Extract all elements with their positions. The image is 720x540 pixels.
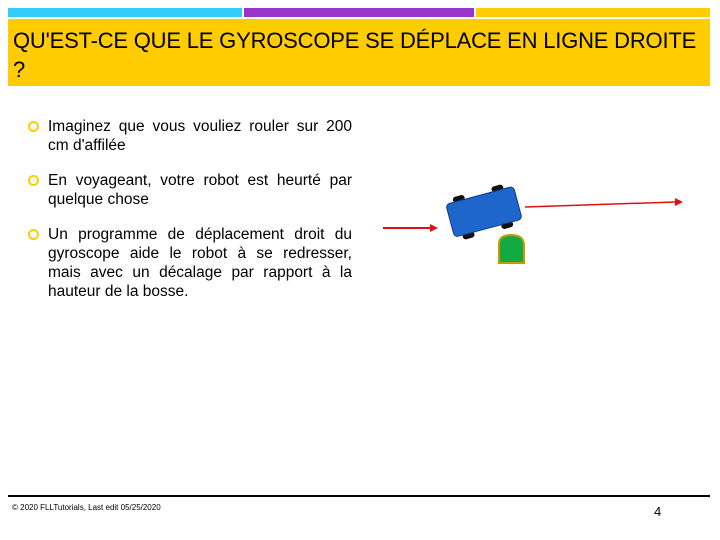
bullet-ring-icon bbox=[28, 121, 39, 132]
footer-divider bbox=[8, 495, 710, 497]
bullet-item bbox=[28, 117, 352, 155]
top-bar-blue bbox=[8, 8, 242, 17]
bullet-ring-icon bbox=[28, 229, 39, 240]
robot-icon bbox=[444, 181, 523, 242]
bump-obstacle-icon bbox=[499, 235, 524, 263]
incoming-arrow-icon bbox=[383, 224, 438, 232]
title-banner bbox=[8, 19, 710, 86]
bullet-list bbox=[28, 117, 352, 317]
bullet-item bbox=[28, 225, 352, 301]
bullet-item bbox=[28, 171, 352, 209]
bullet-text: En voyageant, votre robot est heurté par quelque chose bbox=[48, 172, 352, 208]
robot-illustration bbox=[375, 180, 695, 280]
bullet-text: Un programme de déplacement droit du gyroscope aide le robot à se redresser, mais avec un décalage par rapport à la hauteur de la bosse. bbox=[48, 226, 352, 300]
bullet-ring-icon bbox=[28, 175, 39, 186]
slide-title: QU'EST-CE QUE LE GYROSCOPE SE DÉPLACE EN LIGNE DROITE ? bbox=[13, 28, 697, 82]
page-number: 4 bbox=[654, 504, 662, 519]
footer-copyright: © 2020 FLLTutorials, Last edit 05/25/2020 bbox=[12, 503, 161, 512]
outgoing-arrow-icon bbox=[525, 198, 683, 207]
bullet-text: Imaginez que vous vouliez rouler sur 200 cm d'affilée bbox=[48, 118, 352, 154]
top-bar-yellow bbox=[476, 8, 710, 17]
top-bar-purple bbox=[244, 8, 474, 17]
